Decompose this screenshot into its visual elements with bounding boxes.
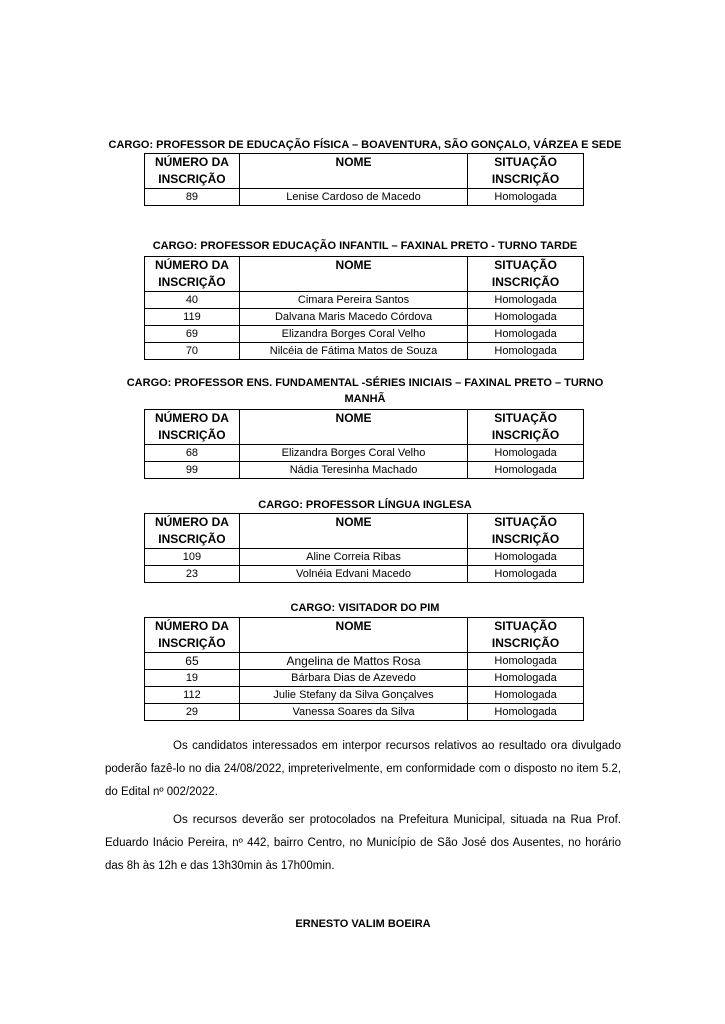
cell-numero: 89 (145, 189, 240, 206)
cell-nome: Nilcéia de Fátima Matos de Souza (239, 343, 467, 360)
paragraph-text: Os recursos deverão ser protocolados na Prefeitura Municipal, situada na Rua Prof. Eduardo Inácio Pereira, nº 442, bairro Centro, no Município de São José dos Ausentes, no horário das 8h às 12h e das 13h30min às 17h00min. (105, 814, 621, 872)
cell-situacao: Homologada (468, 292, 584, 309)
table-lingua-inglesa (144, 513, 584, 583)
cargo-title-educacao-fisica: CARGO: PROFESSOR DE EDUCAÇÃO FÍSICA – BOAVENTURA, SÃO GONÇALO, VÁRZEA E SEDE (108, 139, 622, 151)
header-situacao: SITUAÇÃO INSCRIÇÃO (468, 514, 584, 549)
cell-numero: 69 (145, 326, 240, 343)
table-row (145, 445, 584, 462)
header-numero: NÚMERO DA INSCRIÇÃO (145, 618, 240, 653)
cargo-title-educacao-infantil: CARGO: PROFESSOR EDUCAÇÃO INFANTIL – FAXINAL PRETO - TURNO TARDE (152, 240, 578, 252)
table-visitador-pim (144, 617, 584, 721)
cell-situacao: Homologada (468, 549, 584, 566)
header-situacao: SITUAÇÃO INSCRIÇÃO (468, 618, 584, 653)
table-row (145, 343, 584, 360)
paragraph-text: Os candidatos interessados em interpor recursos relativos ao resultado ora divulgado poderão fazê-lo no dia 24/08/2022, impreterivelmente, em conformidade com o disposto no item 5.2, do Edital nº 002/2022. (105, 740, 621, 798)
cell-numero: 23 (145, 566, 240, 583)
header-numero: NÚMERO DA INSCRIÇÃO (145, 154, 240, 189)
cell-nome: Bárbara Dias de Azevedo (239, 670, 467, 687)
cell-nome: Angelina de Mattos Rosa (239, 653, 467, 670)
cell-nome: Aline Correia Ribas (239, 549, 467, 566)
header-numero: NÚMERO DA INSCRIÇÃO (145, 514, 240, 549)
header-situacao: SITUAÇÃO INSCRIÇÃO (468, 257, 584, 292)
header-numero: NÚMERO DA INSCRIÇÃO (145, 410, 240, 445)
header-nome: NOME (239, 410, 467, 445)
table-row (145, 326, 584, 343)
signature-name: ERNESTO VALIM BOEIRA (295, 918, 431, 930)
paragraph-recursos-prazo (105, 735, 621, 804)
table-row (145, 687, 584, 704)
table-row (145, 566, 584, 583)
header-nome: NOME (239, 154, 467, 189)
paragraph-recursos-local (105, 809, 621, 878)
table-row (145, 704, 584, 721)
cell-numero: 70 (145, 343, 240, 360)
table-row (145, 309, 584, 326)
cell-situacao: Homologada (468, 687, 584, 704)
cell-situacao: Homologada (468, 462, 584, 479)
cell-nome: Vanessa Soares da Silva (239, 704, 467, 721)
cell-nome: Cimara Pereira Santos (239, 292, 467, 309)
cargo-title-fundamental: CARGO: PROFESSOR ENS. FUNDAMENTAL -SÉRIES INICIAIS – FAXINAL PRETO – TURNO MANHÃ (126, 377, 604, 405)
cell-nome: Elizandra Borges Coral Velho (239, 445, 467, 462)
cell-numero: 65 (145, 653, 240, 670)
cell-situacao: Homologada (468, 326, 584, 343)
cell-situacao: Homologada (468, 445, 584, 462)
table-educacao-fisica (144, 153, 584, 206)
cell-nome: Volnéia Edvani Macedo (239, 566, 467, 583)
cell-nome: Dalvana Maris Macedo Córdova (239, 309, 467, 326)
header-situacao: SITUAÇÃO INSCRIÇÃO (468, 154, 584, 189)
cell-situacao: Homologada (468, 189, 584, 206)
cell-numero: 40 (145, 292, 240, 309)
table-row (145, 189, 584, 206)
cell-situacao: Homologada (468, 704, 584, 721)
cell-situacao: Homologada (468, 653, 584, 670)
cell-numero: 29 (145, 704, 240, 721)
table-row (145, 292, 584, 309)
cell-numero: 99 (145, 462, 240, 479)
table-row (145, 462, 584, 479)
header-nome: NOME (239, 618, 467, 653)
header-nome: NOME (239, 257, 467, 292)
header-nome: NOME (239, 514, 467, 549)
cargo-title-lingua-inglesa: CARGO: PROFESSOR LÍNGUA INGLESA (258, 499, 472, 511)
cargo-title-visitador-pim: CARGO: VISITADOR DO PIM (290, 602, 440, 614)
table-row (145, 549, 584, 566)
table-educacao-infantil (144, 256, 584, 360)
cell-situacao: Homologada (468, 566, 584, 583)
cell-numero: 109 (145, 549, 240, 566)
cell-nome: Julie Stefany da Silva Gonçalves (239, 687, 467, 704)
cell-situacao: Homologada (468, 343, 584, 360)
cell-nome: Nádia Teresinha Machado (239, 462, 467, 479)
cell-numero: 119 (145, 309, 240, 326)
table-row (145, 670, 584, 687)
cell-situacao: Homologada (468, 670, 584, 687)
cell-numero: 19 (145, 670, 240, 687)
cell-numero: 68 (145, 445, 240, 462)
table-row (145, 653, 584, 670)
cell-nome: Lenise Cardoso de Macedo (239, 189, 467, 206)
header-numero: NÚMERO DA INSCRIÇÃO (145, 257, 240, 292)
cell-situacao: Homologada (468, 309, 584, 326)
header-situacao: SITUAÇÃO INSCRIÇÃO (468, 410, 584, 445)
cell-nome: Elizandra Borges Coral Velho (239, 326, 467, 343)
cell-numero: 112 (145, 687, 240, 704)
table-fundamental (144, 409, 584, 479)
